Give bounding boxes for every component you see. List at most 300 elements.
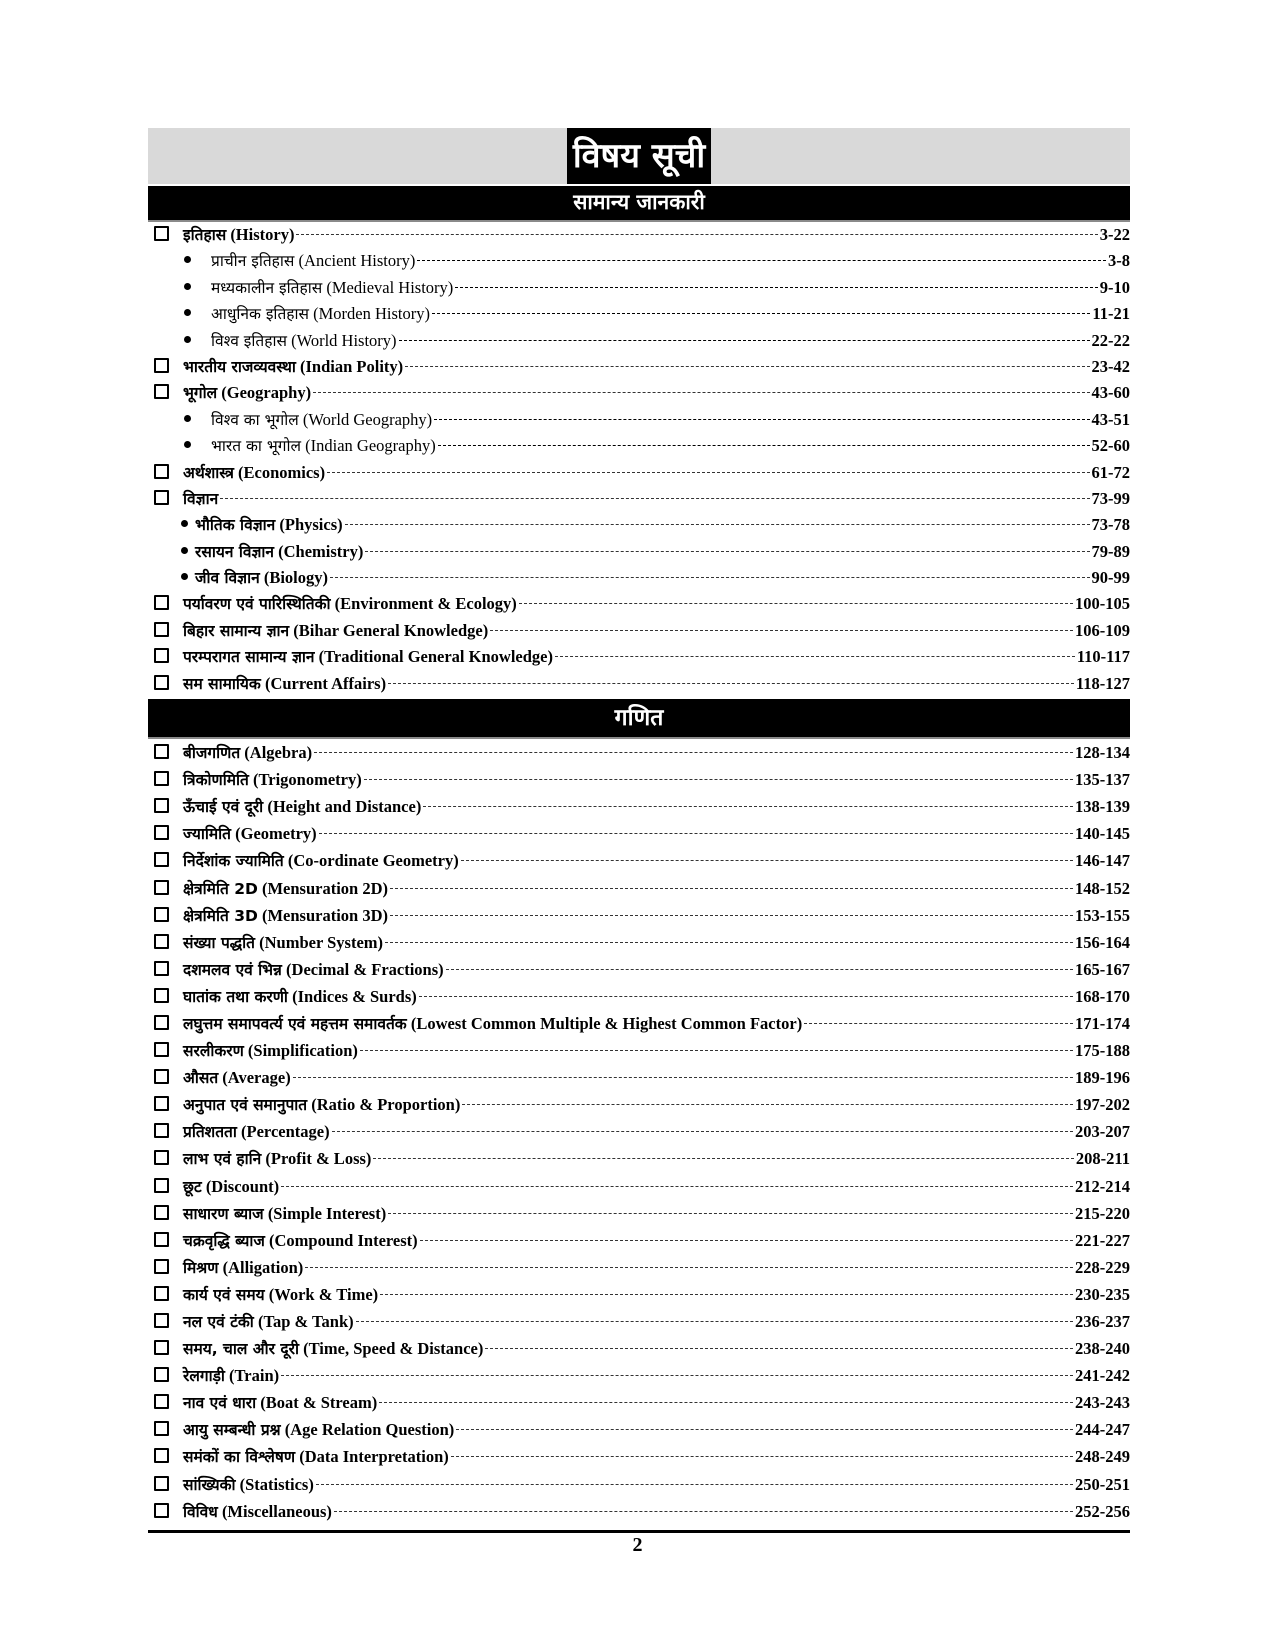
toc-entry-page-range: 175-188 (1075, 1041, 1130, 1061)
checkbox-square-icon (154, 825, 169, 840)
toc-entry-label (183, 644, 553, 670)
toc-entry-label (183, 486, 218, 512)
toc-entry-english-title: (Time, Speed & Distance) (303, 1339, 484, 1359)
toc-entry-english-title: (Co-ordinate Geometry) (287, 851, 459, 871)
toc-entry-hindi-title: सम सामायिक (183, 674, 261, 693)
toc-entry-hindi-title: लाभ एवं हानि (183, 1150, 262, 1169)
toc-entry-hindi-title: लघुत्तम समापवर्त्य एवं महत्तम समावर्तक (183, 1014, 407, 1033)
toc-entry-english-title: (Discount) (205, 1176, 280, 1196)
toc-entry-english-title: (Traditional General Knowledge) (318, 647, 553, 667)
toc-entry-page-range: 23-42 (1091, 356, 1130, 376)
toc-entry[interactable] (148, 354, 1130, 380)
toc-entry-label (211, 407, 432, 433)
toc-entry-hindi-title: छूट (183, 1177, 202, 1196)
toc-entry-page-range: 221-227 (1075, 1230, 1130, 1250)
checkbox-square-icon (154, 771, 169, 786)
page-number: 2 (632, 1534, 643, 1556)
toc-entry-label (183, 1389, 377, 1417)
dotted-leader (804, 1023, 1073, 1024)
page-title: विषय सूची (567, 128, 711, 184)
dotted-leader (446, 969, 1073, 970)
toc-entry-page-range: 212-214 (1075, 1176, 1130, 1196)
toc-entry-page-range: 110-117 (1076, 647, 1130, 667)
dotted-leader (316, 1484, 1073, 1485)
toc-entry[interactable] (148, 1010, 1130, 1037)
toc-entry[interactable] (148, 1118, 1130, 1145)
toc-entry-english-title: (World Geography) (302, 409, 433, 429)
checkbox-square-icon (154, 1232, 169, 1247)
toc-entry-english-title: (World History) (291, 330, 397, 350)
toc-entry-label (183, 1118, 330, 1146)
dotted-leader (420, 1240, 1073, 1241)
toc-entry-page-range: 230-235 (1075, 1284, 1130, 1304)
dotted-leader (281, 1375, 1073, 1376)
checkbox-square-icon (154, 1503, 169, 1518)
toc-entry-page-range: 3-8 (1108, 251, 1130, 271)
toc-entry[interactable] (148, 847, 1130, 874)
toc-entry-label (183, 902, 388, 930)
toc-entry-hindi-title: रसायन विज्ञान (195, 542, 275, 561)
toc-entry-english-title: (Simplification) (247, 1041, 358, 1061)
dotted-leader (461, 860, 1073, 861)
toc-entry-english-title: (Statistics) (239, 1474, 314, 1494)
toc-entry[interactable] (148, 1200, 1130, 1227)
toc-entry-page-range: 203-207 (1075, 1122, 1130, 1142)
toc-entry-hindi-title: समंकों का विश्लेषण (183, 1448, 296, 1467)
checkbox-square-icon (154, 1096, 169, 1111)
bullet-dot-icon (184, 256, 191, 263)
toc-entry-label (183, 1498, 332, 1526)
toc-entry[interactable] (148, 1254, 1130, 1281)
checkbox-square-icon (154, 988, 169, 1003)
toc-entry-hindi-title: समय, चाल और दूरी (183, 1340, 299, 1359)
checkbox-square-icon (154, 1069, 169, 1084)
toc-entry-label (183, 380, 311, 406)
toc-entry-english-title: (Decimal & Fractions) (286, 959, 444, 979)
section-heading-mathematics: गणित (148, 699, 1130, 739)
toc-entry-label (183, 793, 421, 821)
toc-entry-page-range: 171-174 (1075, 1013, 1130, 1033)
checkbox-square-icon (154, 1042, 169, 1057)
toc-entry[interactable] (148, 380, 1130, 406)
toc-entry-page-range: 79-89 (1091, 541, 1130, 561)
toc-entry-label (183, 929, 383, 957)
toc-entry-label (183, 1010, 802, 1038)
checkbox-square-icon (154, 1259, 169, 1274)
toc-entry-english-title: (Tap & Tank) (257, 1312, 354, 1331)
dotted-leader (423, 806, 1073, 807)
bullet-dot-icon (181, 573, 188, 580)
checkbox-square-icon (154, 907, 169, 922)
toc-entry[interactable] (148, 1308, 1130, 1335)
dotted-leader (365, 551, 1089, 552)
toc-entry-hindi-title: पर्यावरण एवं पारिस्थितिकी (183, 595, 331, 614)
toc-entry[interactable] (148, 1173, 1130, 1200)
checkbox-square-icon (154, 744, 169, 759)
toc-entry-hindi-title: भारत का भूगोल (211, 437, 302, 456)
toc-entry-label (183, 1091, 460, 1119)
dotted-leader (388, 683, 1074, 684)
toc-entry-hindi-title: निर्देशांक ज्यामिति (183, 852, 284, 871)
toc-entry-label (211, 433, 436, 459)
toc-entry-page-range: 168-170 (1075, 986, 1130, 1006)
toc-entry-hindi-title: विश्व का भूगोल (211, 410, 299, 429)
bullet-dot-icon (184, 336, 191, 343)
toc-entry-label (211, 328, 397, 354)
checkbox-square-icon (154, 622, 169, 637)
toc-entry-label (183, 1471, 314, 1499)
toc-list-mathematics (148, 739, 1130, 1525)
toc-entry-hindi-title: सांख्यिकी (183, 1475, 236, 1494)
toc-entry-english-title: (Compound Interest) (268, 1230, 418, 1250)
toc-entry[interactable] (148, 486, 1130, 512)
toc-entry-english-title: (Miscellaneous) (221, 1501, 332, 1521)
toc-entry[interactable] (148, 1335, 1130, 1362)
toc-entry[interactable] (148, 407, 1130, 433)
checkbox-square-icon (154, 358, 169, 373)
toc-entry-page-range: 252-256 (1075, 1501, 1130, 1521)
toc-entry-label (183, 1173, 279, 1201)
toc-entry-hindi-title: क्षेत्रमिति 3D (183, 906, 258, 925)
table-of-contents-page (148, 128, 1130, 1525)
toc-entry-page-range: 128-134 (1075, 743, 1130, 763)
dotted-leader (434, 419, 1089, 420)
dotted-leader (327, 472, 1089, 473)
toc-entry[interactable] (148, 222, 1130, 248)
toc-entry-page-range: 3-22 (1099, 225, 1130, 244)
checkbox-square-icon (154, 675, 169, 690)
toc-entry-english-title: (Percentage) (241, 1122, 330, 1142)
dotted-leader (399, 340, 1090, 341)
toc-entry[interactable] (148, 875, 1130, 902)
dotted-leader (379, 1402, 1073, 1403)
toc-entry-page-range: 189-196 (1075, 1068, 1130, 1088)
bullet-dot-icon (184, 283, 191, 290)
toc-entry[interactable] (148, 1416, 1130, 1443)
checkbox-square-icon (154, 1421, 169, 1436)
dotted-leader (455, 287, 1097, 288)
toc-entry-hindi-title: विविध (183, 1502, 218, 1521)
toc-entry-english-title: (Data Interpretation) (299, 1447, 449, 1467)
dotted-leader (405, 366, 1089, 367)
checkbox-square-icon (154, 595, 169, 610)
toc-entry-label (183, 956, 444, 984)
toc-entry-hindi-title: मध्यकालीन इतिहास (211, 278, 323, 297)
toc-entry-hindi-title: नल एवं टंकी (183, 1313, 254, 1331)
toc-entry-page-range: 22-22 (1091, 330, 1130, 350)
checkbox-square-icon (154, 1476, 169, 1491)
toc-entry[interactable] (148, 328, 1130, 354)
toc-entry-english-title: (Indian Polity) (300, 356, 404, 376)
toc-entry-label (195, 539, 363, 565)
toc-entry-hindi-title: प्रतिशतता (183, 1123, 237, 1142)
toc-entry-english-title: (Indian Geography) (305, 436, 436, 456)
dotted-leader (293, 1077, 1073, 1078)
dotted-leader (388, 1213, 1073, 1214)
toc-entry-english-title: (Profit & Loss) (265, 1149, 372, 1169)
checkbox-square-icon (154, 1367, 169, 1382)
toc-entry[interactable] (148, 1471, 1130, 1498)
dotted-leader (380, 1294, 1073, 1295)
toc-entry-english-title: (Bihar General Knowledge) (293, 620, 489, 640)
checkbox-square-icon (154, 934, 169, 949)
dotted-leader (373, 1158, 1074, 1159)
checkbox-square-icon (154, 1394, 169, 1409)
dotted-leader (462, 1104, 1073, 1105)
toc-entry[interactable] (148, 1064, 1130, 1091)
toc-entry-page-range: 156-164 (1075, 932, 1130, 952)
toc-entry[interactable] (148, 275, 1130, 301)
toc-entry-label (183, 1254, 303, 1282)
toc-entry-english-title: (Average) (222, 1068, 291, 1088)
dotted-leader (220, 498, 1089, 499)
toc-entry[interactable] (148, 1389, 1130, 1416)
toc-entry-hindi-title: परम्परागत सामान्य ज्ञान (183, 648, 315, 667)
dotted-leader (555, 656, 1075, 657)
toc-entry-page-range: 148-152 (1075, 878, 1130, 898)
toc-entry-page-range: 146-147 (1075, 851, 1130, 871)
toc-entry-english-title: (Alligation) (222, 1257, 304, 1277)
dotted-leader (296, 234, 1097, 235)
dotted-leader (281, 1186, 1073, 1187)
toc-entry-hindi-title: इतिहास (183, 226, 227, 244)
toc-entry-hindi-title: विश्व इतिहास (211, 331, 287, 350)
toc-entry-hindi-title: ज्यामिति (183, 825, 232, 844)
dotted-leader (490, 630, 1073, 631)
toc-entry[interactable] (148, 460, 1130, 486)
dotted-leader (451, 1456, 1073, 1457)
toc-entry-page-range: 140-145 (1075, 824, 1130, 844)
dotted-leader (314, 752, 1073, 753)
toc-entry-hindi-title: नाव एवं धारा (183, 1394, 257, 1413)
toc-entry-label (211, 248, 415, 274)
toc-entry-label (195, 512, 343, 538)
checkbox-square-icon (154, 464, 169, 479)
toc-entry[interactable] (148, 618, 1130, 644)
toc-entry-page-range: 208-211 (1075, 1149, 1130, 1169)
toc-entry-label (183, 460, 325, 486)
toc-entry[interactable] (148, 1145, 1130, 1172)
toc-entry[interactable] (148, 433, 1130, 459)
toc-entry-english-title: (Physics) (279, 515, 343, 535)
toc-entry-page-range: 100-105 (1075, 594, 1130, 614)
dotted-leader (364, 779, 1073, 780)
toc-entry-label (183, 591, 517, 617)
toc-entry-english-title: (Economics) (238, 462, 326, 482)
checkbox-square-icon (154, 384, 169, 399)
toc-entry-label (183, 1145, 371, 1173)
bullet-dot-icon (184, 441, 191, 448)
toc-entry-page-range: 43-60 (1091, 383, 1130, 403)
toc-entry[interactable] (148, 820, 1130, 847)
toc-entry-label (183, 1443, 449, 1471)
toc-entry[interactable] (148, 671, 1130, 697)
toc-entry-hindi-title: विज्ञान (183, 489, 219, 508)
dotted-leader (390, 888, 1073, 889)
dotted-leader (332, 1131, 1073, 1132)
bullet-dot-icon (181, 547, 188, 554)
checkbox-square-icon (154, 648, 169, 663)
toc-entry-page-range: 243-243 (1075, 1393, 1130, 1413)
toc-entry-english-title: (Mensuration 3D) (261, 905, 389, 925)
toc-entry-page-range: 73-78 (1091, 515, 1130, 535)
toc-entry[interactable] (148, 1443, 1130, 1470)
toc-entry-hindi-title: संख्या पद्धति (183, 933, 255, 952)
checkbox-square-icon (154, 1340, 169, 1355)
toc-entry-hindi-title: भूगोल (183, 384, 218, 403)
toc-entry-page-range: 73-99 (1091, 488, 1130, 508)
dotted-leader (385, 942, 1073, 943)
toc-entry-hindi-title: ऊँचाई एवं दूरी (183, 798, 264, 817)
toc-entry[interactable] (148, 1227, 1130, 1254)
checkbox-square-icon (154, 226, 169, 241)
toc-entry-page-range: 43-51 (1091, 409, 1130, 429)
bullet-dot-icon (181, 520, 188, 527)
toc-entry-english-title: (Geometry) (235, 824, 317, 844)
toc-entry[interactable] (148, 1281, 1130, 1308)
checkbox-square-icon (154, 1286, 169, 1301)
toc-entry-label (211, 301, 430, 327)
toc-entry-page-range: 52-60 (1091, 436, 1130, 456)
toc-entry-english-title: (Chemistry) (278, 541, 364, 561)
toc-entry-english-title: (Algebra) (244, 743, 313, 763)
dotted-leader (390, 915, 1073, 916)
toc-entry-hindi-title: आधुनिक इतिहास (211, 305, 310, 324)
toc-entry-english-title: (History) (230, 225, 295, 244)
toc-entry[interactable] (148, 983, 1130, 1010)
toc-entry[interactable] (148, 591, 1130, 617)
toc-entry-english-title: (Ancient History) (298, 251, 416, 271)
toc-entry-hindi-title: चक्रवृद्धि ब्याज (183, 1231, 265, 1250)
toc-entry-hindi-title: त्रिकोणमिति (183, 771, 249, 790)
toc-entry-english-title: (Boat & Stream) (260, 1393, 378, 1413)
dotted-leader (456, 1429, 1073, 1430)
toc-entry-label (183, 1064, 291, 1092)
toc-list-general-knowledge (148, 222, 1130, 697)
toc-entry-hindi-title: भारतीय राजव्यवस्था (183, 357, 296, 376)
dotted-leader (419, 996, 1073, 997)
dotted-leader (360, 1050, 1073, 1051)
toc-entry-hindi-title: प्राचीन इतिहास (211, 252, 295, 271)
toc-entry-hindi-title: अर्थशास्त्र (183, 463, 234, 482)
toc-entry[interactable] (148, 565, 1130, 591)
toc-entry[interactable] (148, 793, 1130, 820)
toc-entry[interactable] (148, 766, 1130, 793)
checkbox-square-icon (154, 1448, 169, 1463)
toc-entry-page-range: 61-72 (1091, 462, 1130, 482)
toc-entry-label (183, 354, 403, 380)
toc-entry-english-title: (Age Relation Question) (284, 1420, 455, 1440)
toc-entry-hindi-title: बीजगणित (183, 744, 241, 763)
dotted-leader (305, 1267, 1073, 1268)
toc-entry-label (183, 983, 417, 1011)
toc-entry-page-range: 244-247 (1075, 1420, 1130, 1440)
toc-entry[interactable] (148, 956, 1130, 983)
toc-entry[interactable] (148, 1037, 1130, 1064)
toc-entry-label (183, 847, 459, 875)
checkbox-square-icon (154, 490, 169, 505)
toc-entry-english-title: (Mensuration 2D) (261, 878, 389, 898)
footer-rule (148, 1530, 1130, 1533)
toc-entry-hindi-title: अनुपात एवं समानुपात (183, 1096, 308, 1115)
toc-entry[interactable] (148, 929, 1130, 956)
toc-entry[interactable] (148, 739, 1130, 766)
toc-entry-hindi-title: सरलीकरण (183, 1042, 244, 1061)
toc-entry-hindi-title: आयु सम्बन्धी प्रश्न (183, 1421, 281, 1440)
checkbox-square-icon (154, 852, 169, 867)
toc-entry-label (183, 739, 312, 767)
dotted-leader (438, 445, 1090, 446)
dotted-leader (319, 833, 1073, 834)
toc-entry-english-title: (Biology) (263, 568, 329, 588)
toc-entry-page-range: 248-249 (1075, 1447, 1130, 1467)
toc-entry[interactable] (148, 1362, 1130, 1389)
toc-entry-hindi-title: रेलगाड़ी (183, 1367, 225, 1386)
toc-entry-hindi-title: औसत (183, 1069, 219, 1088)
toc-entry-label (183, 1281, 378, 1309)
toc-entry-page-range: 165-167 (1075, 959, 1130, 979)
bullet-dot-icon (184, 309, 191, 316)
toc-entry-page-range: 138-139 (1075, 797, 1130, 817)
toc-entry-hindi-title: बिहार सामान्य ज्ञान (183, 621, 290, 640)
toc-entry-english-title: (Trigonometry) (252, 770, 362, 790)
toc-entry-hindi-title: भौतिक विज्ञान (195, 516, 276, 535)
toc-entry-label (211, 275, 453, 301)
dotted-leader (345, 524, 1090, 525)
dotted-leader (519, 603, 1073, 604)
toc-entry-label (183, 1362, 279, 1390)
toc-entry-english-title: (Simple Interest) (267, 1203, 387, 1223)
toc-entry-page-range: 238-240 (1075, 1339, 1130, 1359)
dotted-leader (356, 1321, 1073, 1322)
toc-entry-label (183, 222, 294, 248)
dotted-leader (432, 313, 1090, 314)
toc-entry[interactable] (148, 301, 1130, 327)
toc-entry[interactable] (148, 1091, 1130, 1118)
dotted-leader (313, 392, 1089, 393)
toc-entry-hindi-title: दशमलव एवं भिन्न (183, 960, 282, 979)
checkbox-square-icon (154, 1313, 169, 1328)
toc-entry-label (183, 820, 317, 848)
bullet-dot-icon (184, 415, 191, 422)
toc-entry-label (183, 1200, 386, 1228)
dotted-leader (330, 577, 1089, 578)
toc-entry-page-range: 250-251 (1075, 1474, 1130, 1494)
checkbox-square-icon (154, 880, 169, 895)
toc-entry-english-title: (Height and Distance) (267, 797, 422, 817)
toc-entry[interactable] (148, 1498, 1130, 1525)
toc-entry-english-title: (Morden History) (313, 304, 430, 324)
toc-entry[interactable] (148, 902, 1130, 929)
toc-entry-hindi-title: घातांक तथा करणी (183, 987, 288, 1006)
toc-entry-page-range: 215-220 (1075, 1203, 1130, 1223)
toc-entry[interactable] (148, 248, 1130, 274)
toc-entry-hindi-title: मिश्रण (183, 1258, 219, 1277)
toc-entry-english-title: (Work & Time) (268, 1284, 379, 1304)
toc-entry-page-range: 153-155 (1075, 905, 1130, 925)
toc-entry-english-title: (Medieval History) (326, 277, 454, 297)
checkbox-square-icon (154, 1205, 169, 1220)
toc-entry[interactable] (148, 512, 1130, 538)
toc-entry-label (183, 1037, 358, 1065)
toc-entry-english-title: (Ratio & Proportion) (311, 1095, 461, 1115)
toc-entry-label (183, 1335, 483, 1363)
toc-entry[interactable] (148, 644, 1130, 670)
toc-entry-page-range: 241-242 (1075, 1366, 1130, 1386)
toc-entry-english-title: (Train) (229, 1366, 280, 1386)
toc-entry-label (183, 875, 388, 903)
toc-entry[interactable] (148, 539, 1130, 565)
